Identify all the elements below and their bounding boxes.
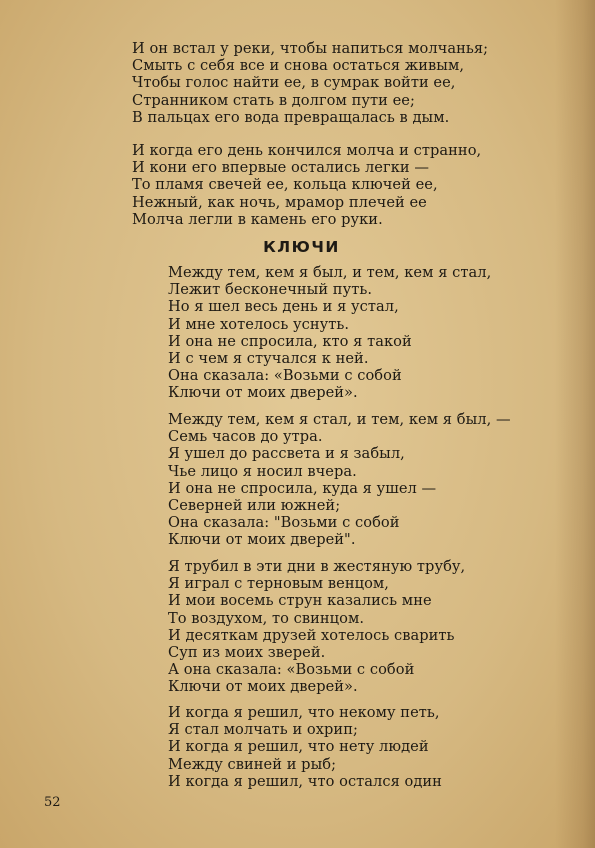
poem-line: Она сказала: "Возьми с собой [168,514,400,532]
page-number: 52 [44,795,61,810]
poem-line: Между свиней и рыб; [168,755,337,773]
poem-line: Северней или южней; [168,497,341,515]
poem-line: Между тем, кем я стал, и тем, кем я был, — [168,411,511,428]
poem-line: То воздухом, то свинцом. [168,609,365,627]
poem-line: Чтобы голос найти ее, в сумрак войти ее, [132,74,456,92]
poem-line: А она сказала: «Возьми с собой [168,661,415,679]
poem-line: Ключи от моих дверей». [168,384,358,402]
poem-line: И мне хотелось уснуть. [168,315,350,333]
poem-line: И когда я решил, что некому петь, [168,704,440,721]
stanza-2 [132,142,481,228]
poem-line: И когда его день кончился молча и странно, [132,142,482,159]
poem-line: И десяткам друзей хотелось сварить [168,626,455,644]
poem-line: Я стал молчать и охрип; [168,721,358,739]
poem-line: Я трубил в эти дни в жестяную трубу, [168,558,466,575]
poem-line: Смыть с себя все и снова остаться живым, [132,57,465,75]
poem-line: Чье лицо я носил вчера. [168,462,357,480]
poem-line: Она сказала: «Возьми с собой [168,367,402,385]
stanza-1 [132,40,488,126]
poem-line: И она не спросила, куда я ушел — [168,479,437,497]
page-fold-shadow [555,0,595,848]
poem-line: И кони его впервые остались легки — [132,159,429,177]
poem-line: И когда я решил, что остался один [168,772,442,790]
poem-stanza-2 [168,411,511,549]
poem-line: Семь часов до утра. [168,428,323,446]
poem-line: И мои восемь струн казались мне [168,592,432,610]
poem-line: Между тем, кем я был, и тем, кем я стал, [168,264,492,281]
poem-line: И с чем я стучался к ней. [168,350,369,368]
poem-line: Но я шел весь день и я устал, [168,298,399,316]
poem-line: Ключи от моих дверей». [168,678,358,696]
poem-line: То пламя свечей ее, кольца ключей ее, [132,176,438,194]
poem-line: Суп из моих зверей. [168,644,326,662]
poem-line: Я ушел до рассвета и я забыл, [168,445,405,463]
poem-stanza-3 [168,558,465,696]
poem-line: В пальцах его вода превращалась в дым. [132,108,450,126]
poem-title: КЛЮЧИ [263,238,340,256]
poem-line: Молча легли в камень его руки. [132,210,383,228]
poem-line: Нежный, как ночь, мрамор плечей ее [132,193,427,211]
poem-line: Лежит бесконечный путь. [168,281,373,299]
poem-stanza-4 [168,704,442,790]
poem-line: И он встал у реки, чтобы напиться молчанья; [132,40,489,57]
poem-line: Я играл с терновым венцом, [168,575,389,593]
poem-line: Ключи от моих дверей". [168,531,356,549]
poem-line: И когда я решил, что нету людей [168,738,429,756]
poem-line: Странником стать в долгом пути ее; [132,91,415,109]
poem-stanza-1 [168,264,491,402]
poem-line: И она не спросила, кто я такой [168,332,412,350]
